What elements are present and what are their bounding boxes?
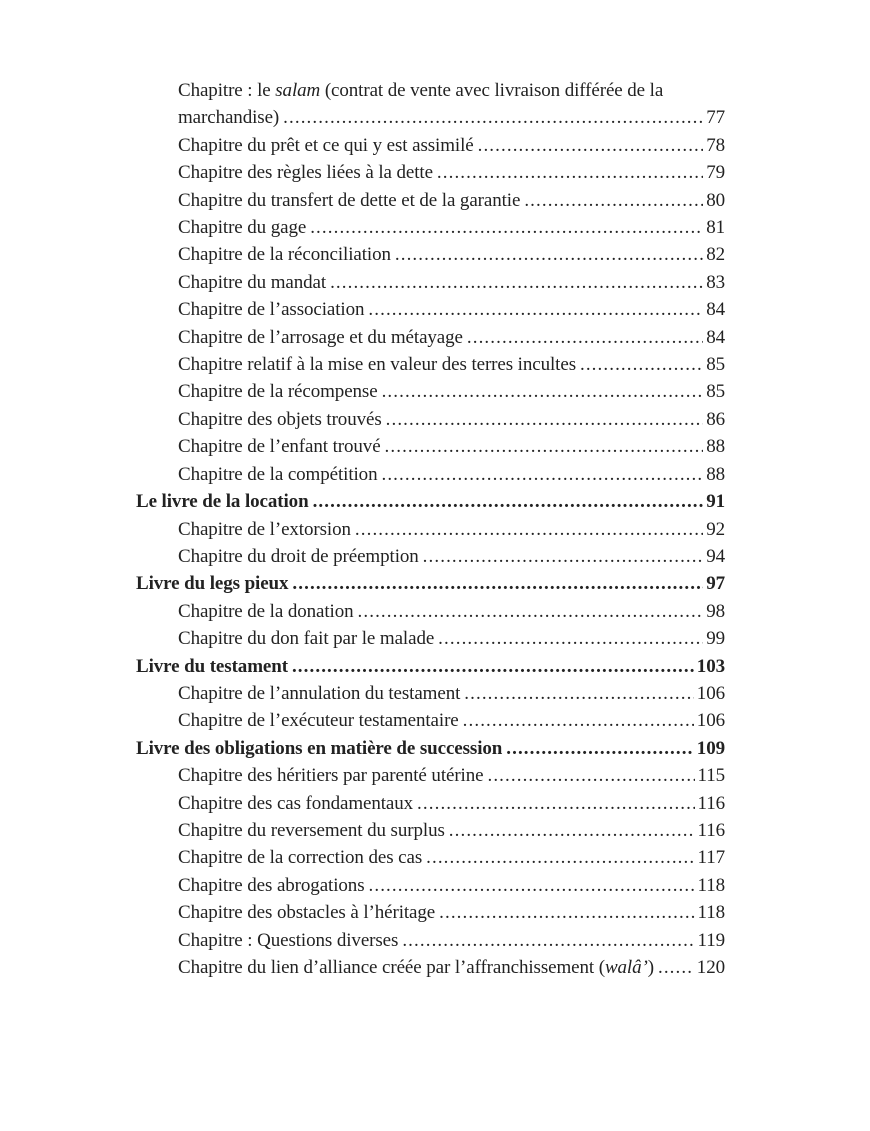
toc-entry-row	[178, 899, 725, 926]
dot-leader	[658, 954, 694, 981]
toc-entry-text: Chapitre des règles liées à la dette	[178, 162, 433, 184]
toc-entry-chapter	[136, 516, 725, 543]
toc-entry-chapter	[136, 214, 725, 241]
dot-leader	[358, 598, 704, 625]
toc-entry-row	[178, 598, 725, 625]
toc-entry-page: 98	[706, 600, 725, 622]
toc-entry-page: 115	[697, 765, 725, 787]
toc-entry-page: 97	[706, 573, 725, 595]
toc-entry-chapter	[136, 132, 725, 159]
dot-leader	[402, 927, 694, 954]
dot-leader	[330, 269, 703, 296]
toc-entry-page: 94	[706, 545, 725, 567]
toc-entry-text: Livre du testament	[136, 655, 288, 677]
dot-leader	[506, 735, 694, 762]
toc-entry-chapter	[136, 351, 725, 378]
toc-entry-chapter	[136, 159, 725, 186]
toc-entry-row	[178, 790, 725, 817]
toc-entry-chapter	[136, 817, 725, 844]
dot-leader	[524, 187, 703, 214]
toc-entry-text: Chapitre de l’annulation du testament	[178, 682, 461, 704]
toc-entry-chapter	[136, 844, 725, 871]
toc-entry-text: Chapitre du transfert de dette et de la garantie	[178, 189, 521, 211]
toc-entry-text: Chapitre : Questions diverses	[178, 929, 399, 951]
dot-leader	[313, 488, 704, 515]
toc-entry-chapter	[136, 77, 725, 132]
toc-entry-book	[136, 735, 725, 762]
toc-entry-page: 109	[696, 737, 725, 759]
toc-entry-row	[178, 461, 725, 488]
toc-entry-row	[178, 844, 725, 871]
toc-entry-chapter	[136, 927, 725, 954]
toc-entry-page: 84	[706, 326, 725, 348]
toc-entry-chapter	[136, 324, 725, 351]
toc-entry-text: Chapitre des héritiers par parenté utérine	[178, 765, 484, 787]
toc-entry-row	[136, 653, 725, 680]
toc-entry-page: 79	[706, 162, 725, 184]
toc-entry-page: 77	[706, 107, 725, 129]
toc-entry-text: Chapitre de l’exécuteur testamentaire	[178, 710, 459, 732]
table-of-contents	[136, 77, 725, 981]
toc-entry-row	[178, 817, 725, 844]
toc-entry-page: 117	[697, 847, 725, 869]
dot-leader	[423, 543, 704, 570]
toc-entry-page: 78	[706, 134, 725, 156]
toc-entry-page: 88	[706, 463, 725, 485]
dot-leader	[385, 433, 704, 460]
dot-leader	[449, 817, 695, 844]
toc-entry-text: Chapitre de l’arrosage et du métayage	[178, 326, 463, 348]
toc-entry-text: Chapitre du lien d’alliance créée par l’affranchissement (walâ’)	[178, 957, 654, 978]
toc-entry-page: 86	[706, 408, 725, 430]
toc-entry-row	[178, 516, 725, 543]
toc-entry-page: 116	[697, 819, 725, 841]
toc-entry-text: Chapitre de l’association	[178, 299, 365, 321]
dot-leader	[417, 790, 694, 817]
toc-entry-chapter	[136, 187, 725, 214]
dot-leader	[382, 378, 704, 405]
toc-entry-book	[136, 570, 725, 597]
toc-entry-chapter	[136, 241, 725, 268]
toc-entry-text: Chapitre de la compétition	[178, 463, 378, 485]
dot-leader	[310, 214, 703, 241]
dot-leader	[395, 241, 703, 268]
toc-entry-chapter	[136, 899, 725, 926]
dot-leader	[426, 844, 694, 871]
toc-entry-row	[178, 187, 725, 214]
toc-entry-chapter	[136, 406, 725, 433]
toc-entry-row	[178, 762, 725, 789]
toc-entry-text: Chapitre de la réconciliation	[178, 244, 391, 266]
toc-entry-chapter	[136, 625, 725, 652]
toc-entry-page: 82	[706, 244, 725, 266]
toc-entry-row	[178, 324, 725, 351]
toc-entry-text: Chapitre du don fait par le malade	[178, 628, 435, 650]
toc-entry-chapter	[136, 680, 725, 707]
toc-entry-page: 106	[696, 710, 725, 732]
dot-leader	[487, 762, 694, 789]
toc-entry-text: Chapitre de l’enfant trouvé	[178, 436, 381, 458]
toc-entry-text: Chapitre du reversement du surplus	[178, 819, 445, 841]
dot-leader	[437, 159, 703, 186]
toc-entry-text: marchandise)	[178, 107, 280, 129]
toc-entry-text: Chapitre des objets trouvés	[178, 408, 382, 430]
toc-entry-page: 106	[696, 682, 725, 704]
toc-entry-row	[178, 159, 725, 186]
toc-entry-row	[136, 488, 725, 515]
toc-entry-text: Livre du legs pieux	[136, 573, 289, 595]
toc-entry-chapter	[136, 872, 725, 899]
dot-leader	[381, 461, 703, 488]
toc-entry-chapter	[136, 762, 725, 789]
toc-entry-page: 81	[706, 217, 725, 239]
toc-entry-chapter	[136, 269, 725, 296]
toc-entry-row	[178, 433, 725, 460]
dot-leader	[368, 296, 703, 323]
dot-leader	[478, 132, 704, 159]
toc-entry-chapter	[136, 598, 725, 625]
toc-entry-row	[178, 872, 725, 899]
toc-entry-row	[136, 570, 725, 597]
toc-entry-text: Le livre de la location	[136, 491, 309, 513]
toc-entry-row	[178, 625, 725, 652]
toc-entry-row	[178, 543, 725, 570]
dot-leader	[369, 872, 695, 899]
toc-entry-chapter	[136, 296, 725, 323]
dot-leader	[438, 625, 703, 652]
dot-leader	[463, 707, 694, 734]
dot-leader	[355, 516, 703, 543]
toc-entry-row	[178, 104, 725, 131]
dot-leader	[467, 324, 703, 351]
dot-leader	[439, 899, 694, 926]
toc-entry-text: Chapitre relatif à la mise en valeur des terres incultes	[178, 354, 576, 376]
dot-leader	[283, 104, 703, 131]
toc-entry-page: 118	[697, 874, 725, 896]
toc-entry-page: 118	[697, 902, 725, 924]
toc-entry-page: 119	[697, 929, 725, 951]
toc-entry-text: Chapitre du mandat	[178, 271, 327, 293]
toc-entry-chapter	[136, 378, 725, 405]
toc-entry-page: 85	[706, 381, 725, 403]
toc-entry-text: Chapitre du droit de préemption	[178, 545, 419, 567]
toc-entry-chapter	[136, 461, 725, 488]
toc-entry-chapter	[136, 790, 725, 817]
toc-entry-text: Chapitre : le salam (contrat de vente avec livraison différée de la	[178, 80, 664, 101]
toc-entry-page: 99	[706, 628, 725, 650]
toc-entry-chapter	[136, 707, 725, 734]
toc-entry-row	[178, 927, 725, 954]
toc-entry-row	[178, 406, 725, 433]
toc-entry-page: 83	[706, 271, 725, 293]
toc-entry-text: Livre des obligations en matière de succession	[136, 737, 503, 759]
toc-entry-text: Chapitre des obstacles à l’héritage	[178, 902, 436, 924]
toc-entry-row	[178, 954, 725, 981]
toc-entry-row	[178, 241, 725, 268]
toc-entry-page: 80	[706, 189, 725, 211]
toc-entry-text: Chapitre des abrogations	[178, 874, 365, 896]
dot-leader	[386, 406, 704, 433]
toc-entry-book	[136, 488, 725, 515]
toc-entry-page: 88	[706, 436, 725, 458]
toc-entry-book	[136, 653, 725, 680]
toc-entry-row	[178, 214, 725, 241]
toc-entry-text: Chapitre de la récompense	[178, 381, 378, 403]
toc-entry-text: Chapitre des cas fondamentaux	[178, 792, 414, 814]
toc-entry-page: 91	[706, 491, 725, 513]
toc-entry-text: Chapitre de la correction des cas	[178, 847, 423, 869]
toc-entry-row	[178, 132, 725, 159]
dot-leader	[292, 570, 703, 597]
dot-leader	[464, 680, 694, 707]
toc-entry-page: 92	[706, 518, 725, 540]
toc-entry-row	[178, 296, 725, 323]
toc-entry-row	[178, 680, 725, 707]
toc-entry-row	[136, 735, 725, 762]
toc-entry-text: Chapitre du gage	[178, 217, 307, 239]
toc-entry-row	[178, 378, 725, 405]
toc-entry-chapter	[136, 954, 725, 981]
toc-entry-row	[178, 351, 725, 378]
toc-entry-text: Chapitre de l’extorsion	[178, 518, 351, 540]
toc-entry-page: 85	[706, 354, 725, 376]
toc-entry-text: Chapitre de la donation	[178, 600, 354, 622]
toc-entry-page: 84	[706, 299, 725, 321]
toc-entry-chapter	[136, 433, 725, 460]
toc-entry-page: 120	[696, 957, 725, 978]
toc-entry-page: 116	[697, 792, 725, 814]
toc-entry-page: 103	[696, 655, 725, 677]
toc-entry-text: Chapitre du prêt et ce qui y est assimilé	[178, 134, 474, 156]
toc-entry-chapter	[136, 543, 725, 570]
toc-entry-row	[178, 269, 725, 296]
dot-leader	[580, 351, 703, 378]
toc-entry-row	[178, 707, 725, 734]
dot-leader	[292, 653, 694, 680]
